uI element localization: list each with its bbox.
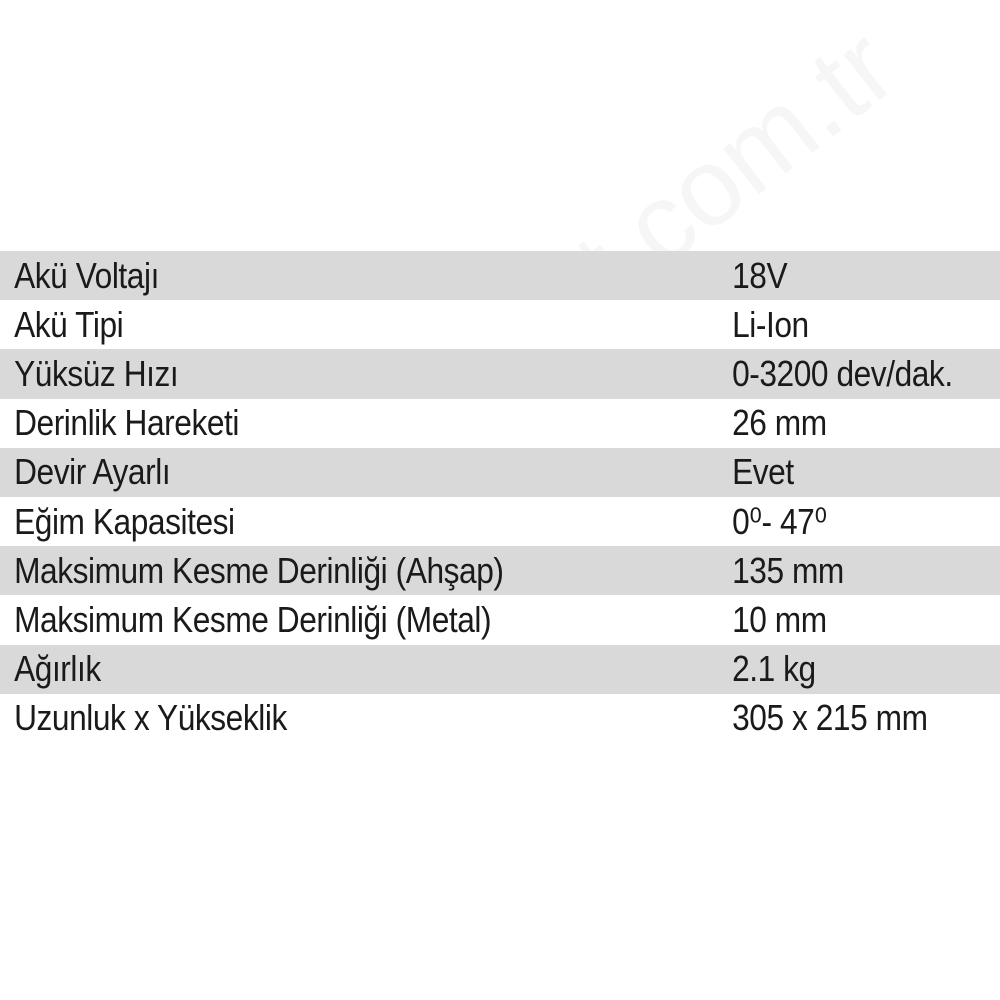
spec-label: Yüksüz Hızı [14, 352, 179, 394]
spec-table [0, 251, 1000, 743]
spec-label: Eğim Kapasitesi [14, 500, 235, 542]
spec-row [0, 300, 1000, 349]
spec-value: 0-3200 dev/dak. [732, 352, 953, 394]
spec-value: 26 mm [732, 402, 827, 444]
spec-label: Maksimum Kesme Derinliği (Metal) [14, 598, 492, 640]
spec-value: Evet [732, 451, 794, 493]
spec-row [0, 595, 1000, 644]
spec-row [0, 645, 1000, 694]
spec-label: Akü Tipi [14, 303, 124, 345]
spec-value: Li-Ion [732, 303, 809, 345]
spec-row [0, 546, 1000, 595]
spec-row [0, 251, 1000, 300]
spec-label: Maksimum Kesme Derinliği (Ahşap) [14, 549, 504, 591]
spec-label: Devir Ayarlı [14, 451, 171, 493]
spec-label: Akü Voltajı [14, 254, 159, 296]
spec-label: Derinlik Hareketi [14, 402, 239, 444]
spec-value: 18V [732, 254, 788, 296]
spec-value: 305 x 215 mm [732, 697, 928, 739]
spec-row [0, 448, 1000, 497]
spec-value: 10 mm [732, 598, 827, 640]
spec-label: Ağırlık [14, 648, 101, 690]
spec-row [0, 349, 1000, 398]
spec-label: Uzunluk x Yükseklik [14, 697, 287, 739]
spec-row [0, 497, 1000, 546]
spec-value: 2.1 kg [732, 648, 816, 690]
spec-value: 135 mm [732, 549, 844, 591]
spec-row [0, 399, 1000, 448]
spec-row [0, 694, 1000, 743]
spec-value: 0⁰- 47⁰ [732, 500, 827, 542]
